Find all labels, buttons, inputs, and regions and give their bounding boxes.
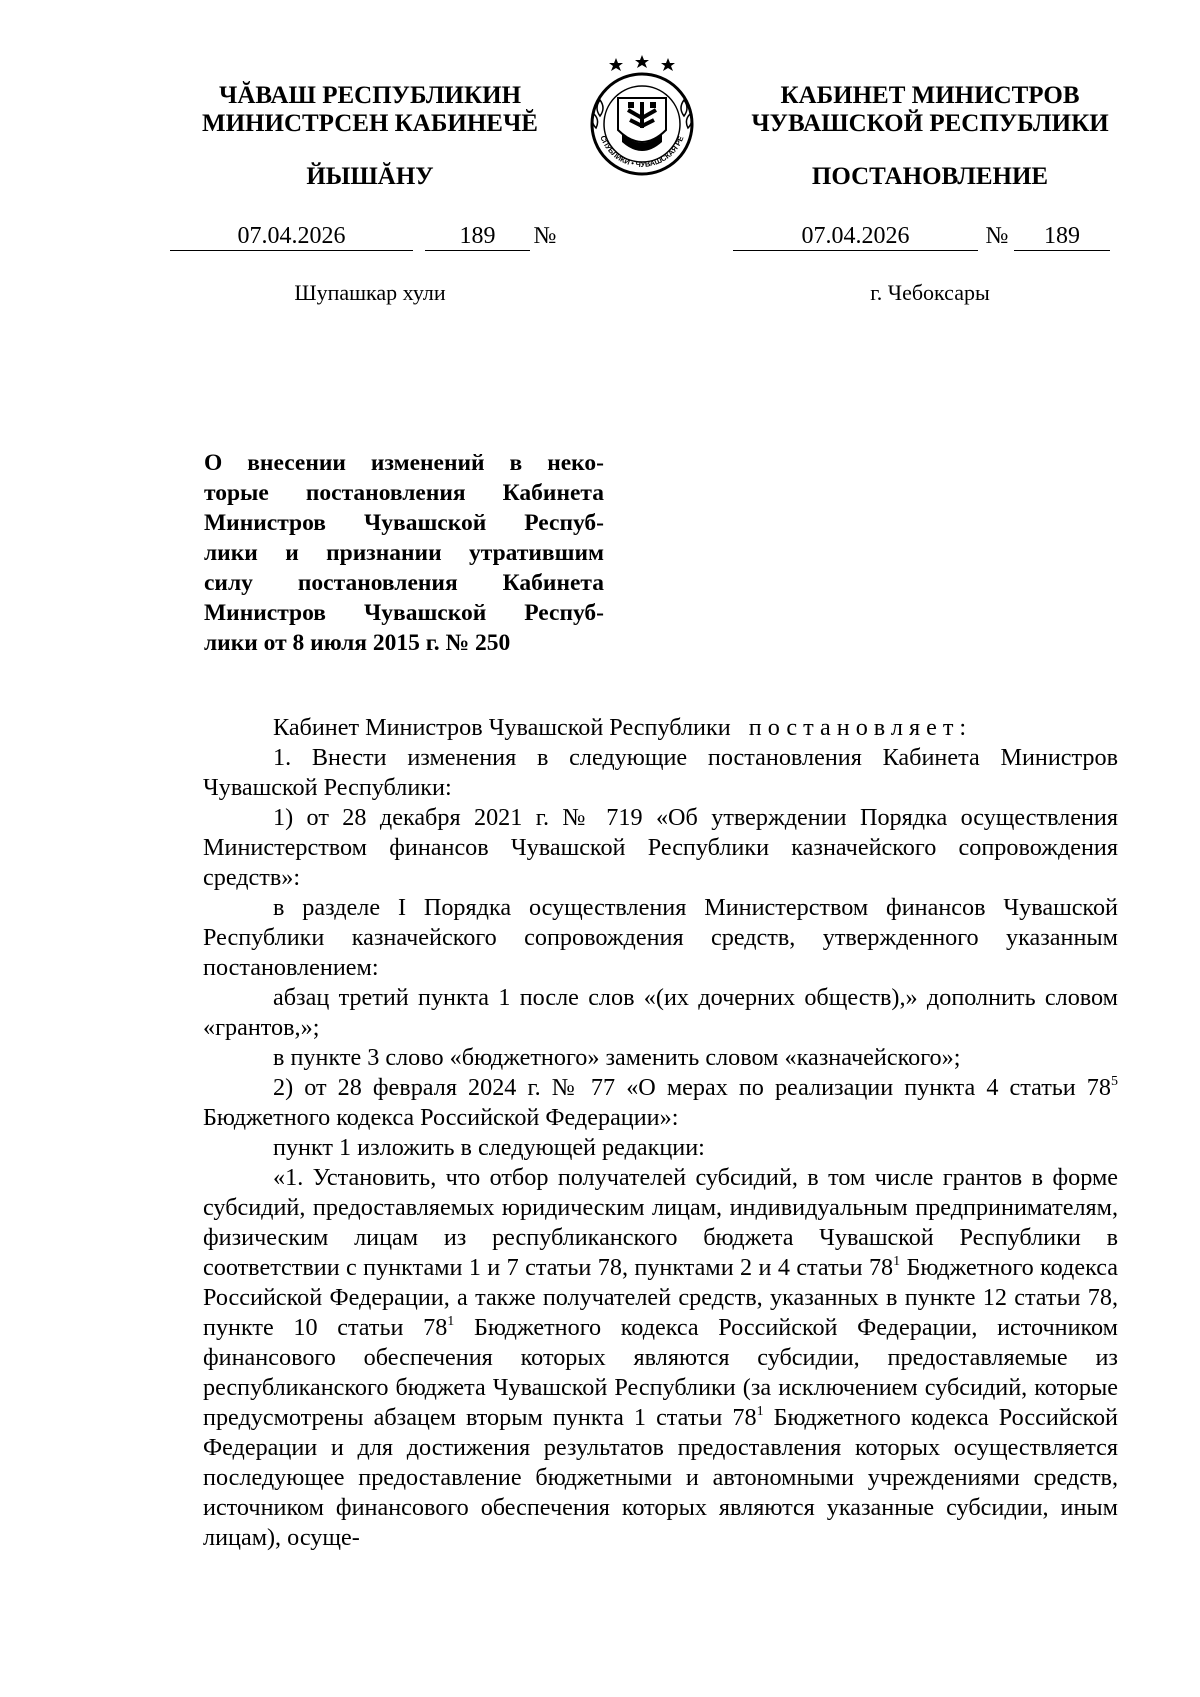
paragraph [203,1073,1118,1133]
title-line: лики от 8 июля 2015 г. № 250 [204,630,511,656]
title-line: О внесении изменений в неко- [204,450,604,476]
intro-paragraph [203,713,1118,743]
paragraph: в разделе I Порядка осуществления Министерством финансов Чувашской Республики казначейского сопровождения средств, утвержденного указанным постановлением: [203,894,1118,981]
paragraph: в пункте 3 слово «бюджетного» заменить словом «казначейского»; [273,1044,961,1071]
superscript: 5 [1111,1074,1118,1089]
intro-verb: постановляет: [748,714,973,741]
emblem-ring-text: СПУБЛИКИ • ЧУВАШСКАЯ РЕ [598,134,686,169]
left-header [170,82,570,138]
right-doc-type: ПОСТАНОВЛЕНИЕ [811,163,1049,190]
title-line: лики и признании утратившим [204,540,604,566]
left-number: 189 [425,222,530,251]
paragraph: абзац третий пункта 1 после слов «(их дочерних обществ),» дополнить словом «грантов,»; [203,984,1118,1041]
text-run: «1. Установить, что отбор получателей субсидий, в том числе грантов в форме субсидий, предоставляемых юридическим лицам, индивидуальным предпринимателям, физическим лицам из республиканского бюджета Чувашской Республики в соответствии с пунктами 1 и 7 статьи 78, пунктами 2 и 4 статьи 78 [203,1164,1118,1281]
right-number: 189 [1014,222,1110,251]
text-run: Бюджетного кодекса Российской Федерации и для достижения результатов предоставления которых осуществляется последующее предоставление бюджетными и автономными учреждениями средств, источником финансового обеспечения которых являются указанные субсидии, иным лицам), осуще- [203,1404,1119,1551]
text-run: Бюджетного кодекса Российской Федерации, а также получателей средств, указанных в пункте 12 статьи 78, пункте 10 статьи 78 [203,1254,1118,1341]
paragraph: 1. Внести изменения в следующие постановления Кабинета Министров Чувашской Республики: [203,744,1118,801]
right-number-sign: № [985,223,1009,249]
superscript: 1 [756,1404,764,1419]
right-header-line2: ЧУВАШСКОЙ РЕСПУБЛИКИ [751,110,1109,137]
document-body [203,713,1118,1553]
superscript: 1 [447,1314,455,1329]
paragraph [203,1163,1118,1553]
right-place: г. Чебоксары [870,280,990,305]
right-date: 07.04.2026 [733,222,978,251]
right-header [725,82,1135,138]
title-line: Министров Чувашской Респуб- [204,510,604,536]
left-date: 07.04.2026 [170,222,413,251]
title-line: Министров Чувашской Респуб- [204,600,604,626]
paragraph: пункт 1 изложить в следующей редакции: [273,1134,705,1161]
title-line: силу постановления Кабинета [204,570,604,596]
intro-text: Кабинет Министров Чувашской Республики [273,714,731,741]
text-run: 2) от 28 февраля 2024 г. № 77 «О мерах по реализации пункта 4 статьи 78 [273,1074,1111,1101]
left-header-line2: МИНИСТРСЕН КАБИНЕЧĔ [202,110,538,137]
text-run: Бюджетного кодекса Российской Федерации, источником финансового обеспечения которых являются субсидии, предоставляемые из республиканского бюджета Чувашской Республики (за исключением субсидий, которые предусмотрены абзацем вторым пункта 1 статьи 78 [203,1314,1118,1431]
left-number-sign: № [533,223,557,249]
right-header-line1: КАБИНЕТ МИНИСТРОВ [780,82,1080,109]
text-run: Бюджетного кодекса Российской Федерации»: [203,1104,679,1131]
left-header-line1: ЧĂВАШ РЕСПУБЛИКИН [218,82,522,109]
paragraph: 1) от 28 декабря 2021 г. № 719 «Об утверждении Порядка осуществления Министерством финансов Чувашской Республики казначейского сопровождения средств»: [203,804,1118,891]
left-doc-type: ЙЫШĂНУ [306,163,434,190]
document-title [204,448,604,658]
chuvash-coat-of-arms-icon [562,52,722,182]
superscript: 1 [893,1254,901,1269]
emblem [562,52,722,182]
left-place: Шупашкар хули [294,280,446,305]
title-line: торые постановления Кабинета [204,480,604,506]
